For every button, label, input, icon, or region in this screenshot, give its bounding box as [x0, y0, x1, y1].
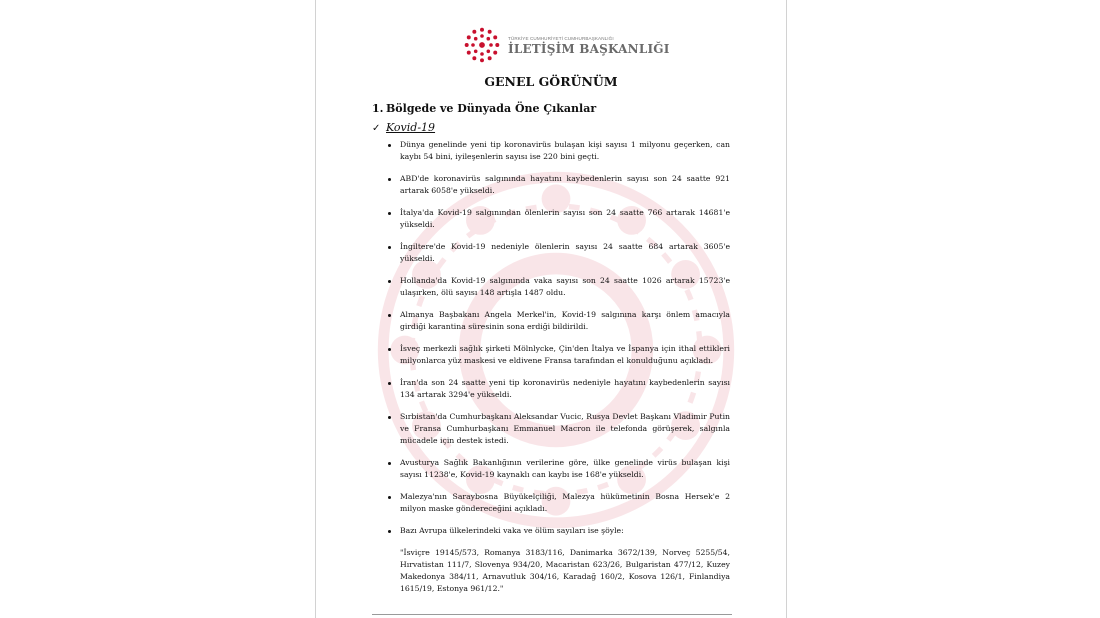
header-small-text: TÜRKİYE CUMHURİYETİ CUMHURBAŞKANLIĞI	[508, 36, 614, 41]
list-item: Hollanda'da Kovid-19 salgınında vaka sayısı son 24 saatte 1026 artarak 15723'e ulaşırken, ölü sayısı 148 artışla 1487 oldu.	[386, 275, 730, 299]
footer-divider	[372, 614, 732, 615]
list-item: İsveç merkezli sağlık şirketi Mölnlycke, Çin'den İtalya ve İspanya için ithal ettikleri milyonlarca yüz maskesi ve eldivene Fransa tarafından el konulduğunu açıkladı.	[386, 343, 730, 367]
list-item: Dünya genelinde yeni tip koronavirüs bulaşan kişi sayısı 1 milyonu geçerken, can kaybı 54 bini, iyileşenlerin sayısı ise 220 bini geçti.	[386, 139, 730, 163]
check-icon: ✓	[372, 123, 381, 134]
header-org-name: İLETİŞİM BAŞKANLIĞI	[508, 42, 670, 56]
document-page	[315, 0, 787, 618]
list-item: Malezya'nın Saraybosna Büyükelçiliği, Malezya hükümetinin Bosna Hersek'e 2 milyon maske göndereceğini açıkladı.	[386, 491, 730, 515]
list-item: İngiltere'de Kovid-19 nedeniyle ölenlerin sayısı 24 saatte 684 artarak 3605'e yükseldi.	[386, 241, 730, 265]
list-item: İran'da son 24 saatte yeni tip koronavirüs nedeniyle hayatını kaybedenlerin sayısı 134 artarak 3294'e yükseldi.	[386, 377, 730, 401]
section-heading	[372, 102, 596, 115]
subsection-label: Kovid-19	[386, 121, 436, 134]
news-bullet-list	[386, 139, 730, 605]
header-logo	[464, 27, 670, 65]
subsection-heading	[372, 121, 435, 134]
list-item: Avusturya Sağlık Bakanlığının verilerine göre, ülke genelinde virüs bulaşan kişi sayısı 11238'e, Kovid-19 kaynaklı can kaybı ise 168'e yükseldi.	[386, 457, 730, 481]
list-item: İtalya'da Kovid-19 salgınından ölenlerin sayısı son 24 saatte 766 artarak 14681'e yükseldi.	[386, 207, 730, 231]
section-label: Bölgede ve Dünyada Öne Çıkanlar	[386, 102, 597, 115]
europe-intro: Bazı Avrupa ülkelerindeki vaka ve ölüm sayıları ise şöyle:	[400, 526, 624, 535]
list-item: Almanya Başbakanı Angela Merkel'in, Kovid-19 salgınına karşı önlem amacıyla girdiği karantina süresinin sona erdiği bildirildi.	[386, 309, 730, 333]
list-item-europe	[386, 525, 730, 595]
emblem-icon	[464, 27, 500, 63]
list-item: ABD'de koronavirüs salgınında hayatını kaybedenlerin sayısı son 24 saatte 921 artarak 6058'e yükseldi.	[386, 173, 730, 197]
page-title: GENEL GÖRÜNÜM	[484, 74, 618, 89]
section-number: 1.	[372, 102, 384, 115]
europe-stats-quote: "İsviçre 19145/573, Romanya 3183/116, Danimarka 3672/139, Norveç 5255/54, Hırvatistan 111/7, Slovenya 934/20, Macaristan 623/26, Bulgaristan 477/12, Kuzey Makedonya 384/11, Arnavutluk 304/16, Karadağ 160/2, Kosova 126/1, Finlandiya 1615/19, Estonya 961/12."	[400, 548, 730, 593]
list-item: Sırbistan'da Cumhurbaşkanı Aleksandar Vucic, Rusya Devlet Başkanı Vladimir Putin ve Fransa Cumhurbaşkanı Emmanuel Macron ile telefonda görüşerek, salgınla mücadele için destek istedi.	[386, 411, 730, 447]
